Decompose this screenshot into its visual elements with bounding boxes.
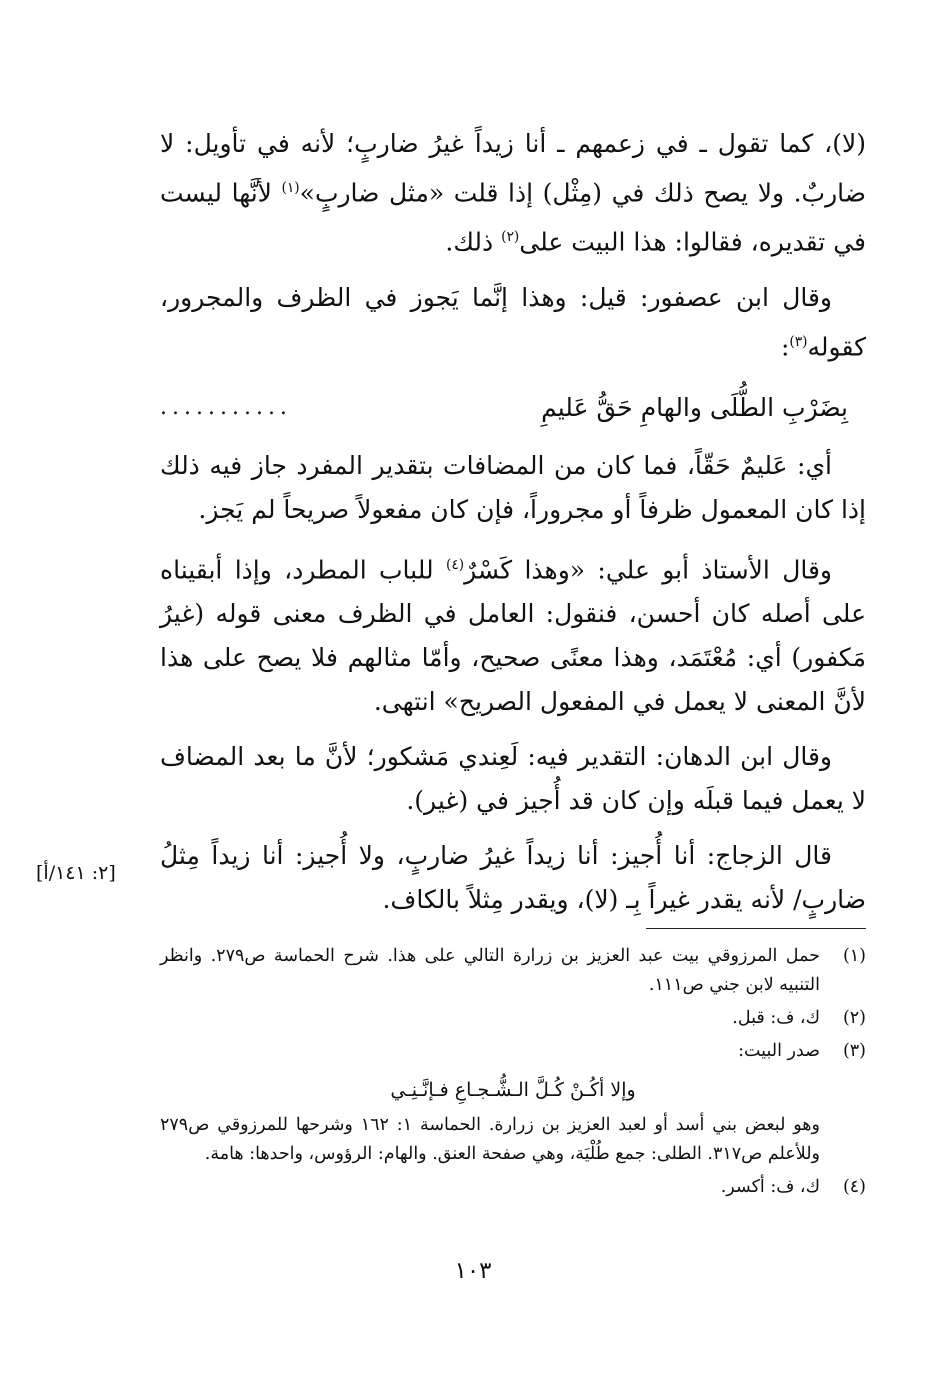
footnote-number: (٢) [842,1008,866,1028]
paragraph-4 [160,543,866,724]
footnote-separator [646,928,866,929]
paragraph-2 [160,276,866,369]
paragraph-1 [160,122,866,265]
footnote-3 [160,1037,866,1066]
paragraph-text: وقال الأستاذ أبو علي: «وهذا كَسْرٌ [464,555,832,585]
verse-first-hemistich-dots: ........... [160,394,292,420]
footnote-text: ك، ف: قبل. [732,1008,820,1028]
footnote-number: (٣) [842,1041,866,1061]
paragraph-text: للباب المطرد، وإذا أبقيناه على أصله كان أحسن، فنقول: العامل في الظرف معنى قوله (غيرُ مَكفور) أي: مُعْتَمَد، وهذا معنًى صحيح، وأمّا مثالهم فلا يصح على هذا لأنَّ المعنى لا يعمل في المفعول الصريح» انتهى. [160,555,866,717]
footnotes [160,942,866,1206]
footnote-text: حمل المرزوقي بيت عبد العزيز بن زرارة التالي على هذا. شرح الحماسة ص٢٧٩. وانظر التنبيه لابن جني ص١١١. [160,946,820,995]
footnote-text: وهو لبعض بني أسد أو لعبد العزيز بن زرارة. الحماسة ١: ١٦٢ وشرحها للمرزوقي ص٢٧٩ وللأعلم ص٣١٧. الطلى: جمع طُلْيَة، وهي صفحة العنق. والهام: الرؤوس، واحدها: هامة. [160,1115,820,1164]
paragraph-5: وقال ابن الدهان: التقدير فيه: لَعِندي مَشكور؛ لأنَّ ما بعد المضاف لا يعمل فيما قبلَه وإن كان قد أُجيز في (غير). [160,742,866,816]
footnote-ref-2[interactable]: (٢) [501,229,520,246]
page-number: ١٠٣ [454,1258,492,1284]
footnote-2 [160,1004,866,1033]
footnote-ref-1[interactable]: (١) [281,180,300,196]
footnote-number: (١) [842,946,866,966]
paragraph-3: أي: عَليمٌ حَقّاً، فما كان من المضافات بتقدير المفرد جاز فيه ذلك إذا كان المعمول ظرفاً أو مجروراً، فإن كان مفعولاً صريحاً لم يَجز. [160,450,866,524]
paragraph-text: وقال ابن عصفور: قيل: وهذا إنَّما يَجوز في الظرف والمجرور، كقوله [160,282,866,361]
paragraph-text: (لا)، كما تقول ـ في زعمهم ـ أنا زيداً غيرُ ضاربٍ؛ لأنه في تأويل: لا ضاربٌ. ولا يصح ذلك في (مِثْل) إذا قلت «مثل ضاربٍ» [160,129,866,208]
poetry-verse [160,380,866,438]
footnote-text: ك، ف: أكسر. [720,1177,820,1197]
footnote-ref-3[interactable]: (٣) [789,333,808,350]
footnote-text: صدر البيت: [738,1041,820,1061]
footnote-ref-4[interactable]: (٤) [445,556,465,573]
main-text [160,122,866,933]
footnote-number: (٤) [842,1177,866,1197]
manuscript-folio-ref: [٢: ١٤١/أ] [36,862,116,884]
verse-second-hemistich: بِضَرْبِ الطُّلَى والهامِ حَقُّ عَليمِ [541,392,848,422]
paragraph-text: : [780,331,790,361]
paragraph-6: قال الزجاج: أنا أُجيز: أنا زيداً غيرُ ضاربٍ، ولا أُجيز: أنا زيداً مِثلُ ضاربٍ/ لأنه يقدر غيراً بِـ (لا)، ويقدر مِثلاً بالكاف. [160,841,866,915]
paragraph-text: ذلك. [445,227,502,257]
paragraph-text: لأنَّها ليست في تقديره، فقالوا: هذا البيت على [160,178,866,257]
footnote-verse: وإلا أكُـنْ كُـلَّ الـشُّـجـاعِ فـإنَّـنِـي [390,1079,636,1101]
footnote-3-continuation [160,1111,866,1169]
footnote-1 [160,942,866,1000]
footnote-4 [160,1173,866,1202]
